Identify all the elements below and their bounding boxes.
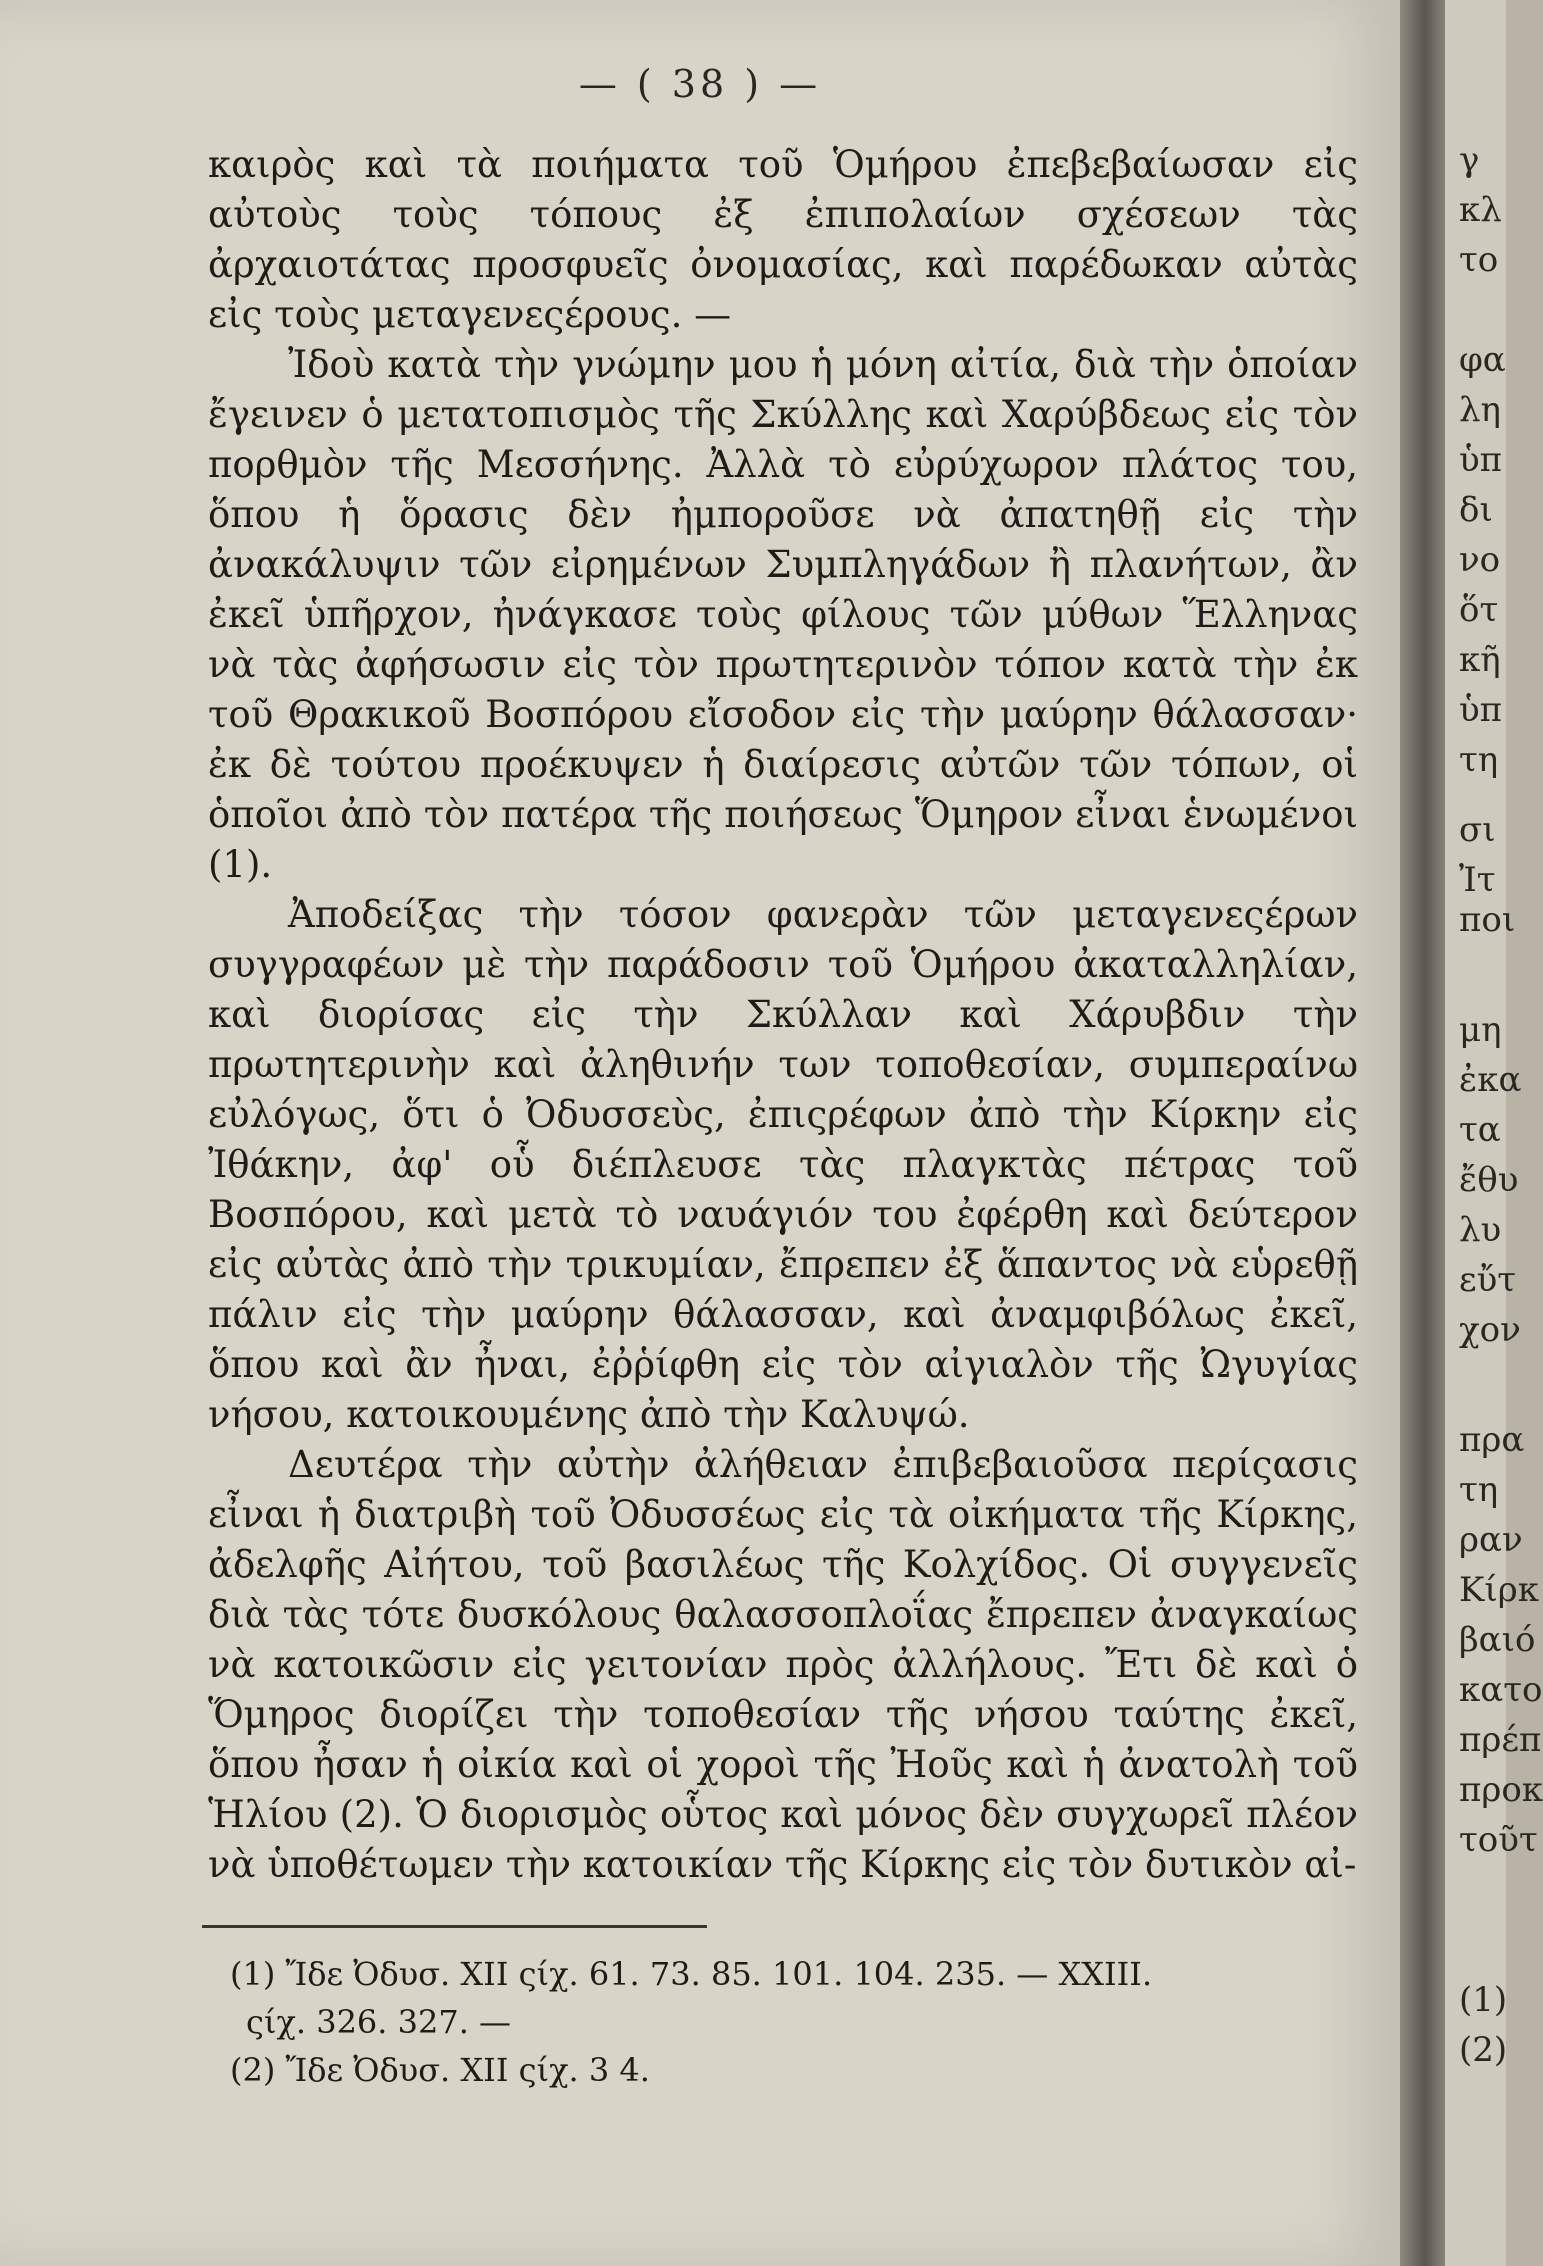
- adjacent-page-fragment: λυ: [1459, 1210, 1502, 1250]
- adjacent-page-fragment: ἔθυ: [1459, 1160, 1519, 1200]
- adjacent-page-fragment: ραν: [1459, 1520, 1523, 1560]
- adjacent-page-fragment: τοῦτ: [1459, 1820, 1538, 1860]
- adjacent-page-fragment: (1): [1459, 1980, 1508, 2020]
- adjacent-page-fragment: πρα: [1459, 1420, 1525, 1460]
- footnote-line: ςίχ. 326. 327. —: [246, 2003, 512, 2041]
- adjacent-page-fragment: ἐκα: [1459, 1060, 1522, 1100]
- paragraph: Δευτέρα τὴν αὐτὴν ἀλήθειαν ἐπιβεβαιοῦσα περίςασις εἶναι ἡ διατριβὴ τοῦ Ὀδυσσέως εἰς τὰ οἰκήματα τῆς Κίρκης, ἀδελφῆς Αἰήτου, τοῦ βασιλέως τῆς Κολχίδος. Οἱ συγγενεῖς διὰ τὰς τότε δυσκόλους θαλασσοπλοΐας ἔπρεπεν ἀναγκαίως νὰ κατοικῶσιν εἰς γειτονίαν πρὸς ἀλλήλους. Ἔτι δὲ καὶ ὁ Ὅμηρος διορίζει τὴν τοποθεσίαν τῆς νήσου ταύτης ἐκεῖ, ὅπου ἦσαν ἡ οἰκία καὶ οἱ χοροὶ τῆς Ἠοῦς καὶ ἡ ἀνατολὴ τοῦ Ἡλίου (2). Ὁ διορισμὸς οὗτος καὶ μόνος δὲν συγχωρεῖ πλέον νὰ ὑποθέτωμεν τὴν κατοικίαν τῆς Κίρκης εἰς τὸν δυτικὸν αἰ-: [208, 1443, 1358, 1886]
- adjacent-page-fragment: Ἰτ: [1459, 860, 1496, 900]
- adjacent-page-fragment: βαιό: [1459, 1620, 1536, 1660]
- adjacent-page-fragment: νο: [1459, 540, 1501, 580]
- adjacent-page-fragment: κλ: [1459, 190, 1502, 230]
- adjacent-page-fragment: ὑπ: [1459, 440, 1503, 480]
- adjacent-page-fragment: κατο: [1459, 1670, 1543, 1710]
- adjacent-page-fragment: μη: [1459, 1010, 1502, 1050]
- paragraph: Ἰδοὺ κατὰ τὴν γνώμην μου ἡ μόνη αἰτία, διὰ τὴν ὁποίαν ἔγεινεν ὁ μετατοπισμὸς τῆς Σκύλλης καὶ Χαρύβδεως εἰς τὸν πορθμὸν τῆς Μεσσήνης. Ἀλλὰ τὸ εὐρύχωρον πλάτος του, ὅπου ἡ ὅρασις δὲν ἠμποροῦσε νὰ ἀπατηθῇ εἰς τὴν ἀνακάλυψιν τῶν εἰρημένων Συμπληγάδων ἢ πλανήτων, ἂν ἐκεῖ ὑπῆρχον, ἠνάγκασε τοὺς φίλους τῶν μύθων Ἕλληνας νὰ τὰς ἀφήσωσιν εἰς τὸν πρωτητερινὸν τόπον κατὰ τὴν ἐκ τοῦ Θρακικοῦ Βοσπόρου εἴσοδον εἰς τὴν μαύρην θάλασσαν· ἐκ δὲ τούτου προέκυψεν ἡ διαίρεσις αὐτῶν τῶν τόπων, οἱ ὁποῖοι ἀπὸ τὸν πατέρα τῆς ποιήσεως Ὅμηρον εἶναι ἑνωμένοι (1).: [208, 343, 1358, 886]
- adjacent-page-fragment: ὑπ: [1459, 690, 1503, 730]
- adjacent-page-fragment: ποι: [1459, 900, 1516, 940]
- adjacent-page-fragment: πρέπ: [1459, 1720, 1542, 1760]
- adjacent-page-fragment: τη: [1459, 740, 1499, 780]
- adjacent-page-fragment: Κίρκ: [1459, 1570, 1539, 1610]
- adjacent-page-fragment: εὔτ: [1459, 1260, 1517, 1300]
- footnote-line: (2) Ἴδε Ὀδυσ. XII ςίχ. 3 4.: [230, 2051, 650, 2089]
- adjacent-page-fragment: χον: [1459, 1310, 1521, 1350]
- footnotes: [230, 1950, 1360, 2094]
- adjacent-page-fragment: προκ: [1459, 1770, 1543, 1810]
- adjacent-page-fragment: (2): [1459, 2030, 1508, 2070]
- body-text: [208, 140, 1358, 1890]
- book-gutter: [1400, 0, 1445, 2266]
- adjacent-page-fragment: κῆ: [1459, 640, 1501, 680]
- page-header: — ( 38 ) —: [578, 62, 822, 106]
- adjacent-page-fragment: τα: [1459, 1110, 1501, 1150]
- adjacent-page-fragment: φα: [1459, 340, 1506, 380]
- footnote-divider: [202, 1925, 707, 1928]
- adjacent-page-fragment: τη: [1459, 1470, 1499, 1510]
- adjacent-page-fragment: σι: [1459, 810, 1496, 850]
- adjacent-page-fragment: γ: [1459, 140, 1480, 180]
- adjacent-page-fragment: το: [1459, 240, 1499, 280]
- paragraph: Ἀποδείξας τὴν τόσον φανερὰν τῶν μεταγενεςέρων συγγραφέων μὲ τὴν παράδοσιν τοῦ Ὁμήρου ἀκαταλληλίαν, καὶ διορίσας εἰς τὴν Σκύλλαν καὶ Χάρυβδιν τὴν πρωτητερινὴν καὶ ἀληθινήν των τοποθεσίαν, συμπεραίνω εὐλόγως, ὅτι ὁ Ὀδυσσεὺς, ἐπιςρέφων ἀπὸ τὴν Κίρκην εἰς Ἰθάκην, ἀφ' οὗ διέπλευσε τὰς πλαγκτὰς πέτρας τοῦ Βοσπόρου, καὶ μετὰ τὸ ναυάγιόν του ἐφέρθη καὶ δεύτερον εἰς αὐτὰς ἀπὸ τὴν τρικυμίαν, ἔπρεπεν ἐξ ἅπαντος νὰ εὑρεθῇ πάλιν εἰς τὴν μαύρην θάλασσαν, καὶ ἀναμφιβόλως ἐκεῖ, ὅπου καὶ ἂν ἦναι, ἐῤῥίφθη εἰς τὸν αἰγιαλὸν τῆς Ὠγυγίας νήσου, κατοικουμένης ἀπὸ τὴν Καλυψώ.: [208, 893, 1358, 1436]
- adjacent-page-fragment: ὅτ: [1459, 590, 1499, 630]
- paragraph: καιρὸς καὶ τὰ ποιήματα τοῦ Ὁμήρου ἐπεβεβαίωσαν εἰς αὐτοὺς τοὺς τόπους ἐξ ἐπιπολαίων σχέσεων τὰς ἀρχαιοτάτας προσφυεῖς ὀνομασίας, καὶ παρέδωκαν αὐτὰς εἰς τοὺς μεταγενεςέρους. —: [208, 143, 1358, 336]
- adjacent-page-fragment: λη: [1459, 390, 1501, 430]
- adjacent-page-edge: [1445, 0, 1543, 2266]
- footnote-line: (1) Ἴδε Ὀδυσ. XII ςίχ. 61. 73. 85. 101. 104. 235. — XXIII.: [230, 1955, 1153, 1993]
- adjacent-page-fragment: δι: [1459, 490, 1493, 530]
